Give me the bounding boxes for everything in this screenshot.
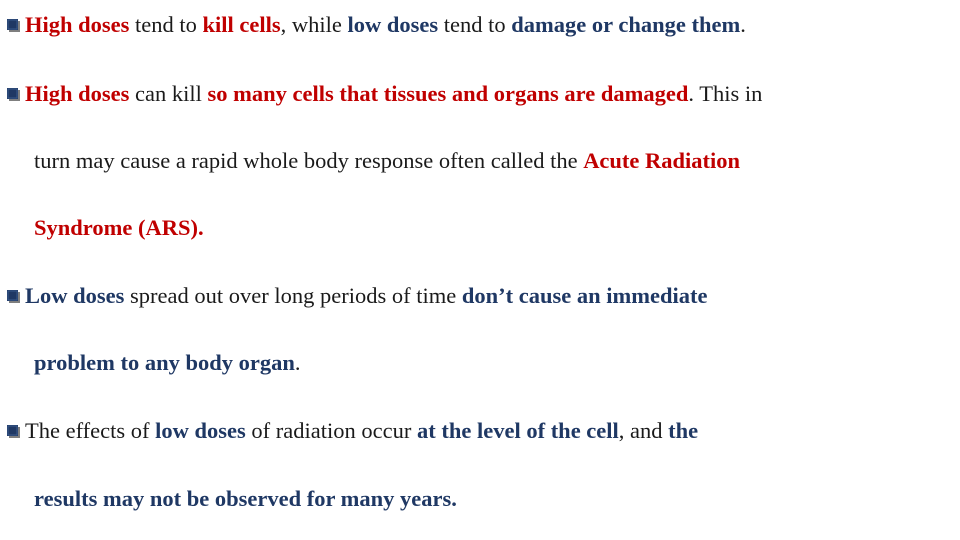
emphasis-navy-text: damage or change them (511, 12, 741, 37)
body-text: . This in (688, 81, 763, 106)
bullet-3-line (6, 282, 707, 310)
checkbox-square-bullet-icon (6, 424, 21, 439)
body-text: tend to (438, 12, 512, 37)
bullet-4-continuation-line (34, 485, 457, 513)
bullet-2-continuation-line (34, 214, 204, 242)
bullet-2-line (6, 80, 762, 108)
bullet-4-line (6, 417, 698, 445)
body-text: turn may cause a rapid whole body response often called the (34, 148, 584, 173)
emphasis-navy-text: problem to any body organ (34, 350, 295, 375)
emphasis-navy-text: low doses (347, 12, 439, 37)
emphasis-navy-text: results may not be observed for many years. (34, 486, 457, 511)
emphasis-navy-text: low doses (155, 418, 246, 443)
body-text: spread out over long periods of time (124, 283, 462, 308)
checkbox-square-bullet-icon (6, 18, 21, 33)
emphasis-red-text: Acute Radiation (583, 148, 741, 173)
body-text: , while (280, 12, 348, 37)
body-text: , and (618, 418, 669, 443)
body-text: of radiation occur (245, 418, 417, 443)
body-text: The effects of (25, 418, 156, 443)
emphasis-red-text: so many cells that tissues and organs are damaged (207, 81, 689, 106)
emphasis-navy-text: Low doses (25, 283, 125, 308)
checkbox-square-bullet-icon (6, 87, 21, 102)
emphasis-navy-text: the (668, 418, 699, 443)
bullet-2-continuation-line (34, 147, 740, 175)
body-text: . (740, 12, 746, 37)
body-text: . (294, 350, 301, 375)
emphasis-navy-text: at the level of the cell (416, 418, 619, 443)
body-text: tend to (129, 12, 203, 37)
emphasis-navy-text: don’t cause an immediate (461, 283, 708, 308)
emphasis-red-text: kill cells (202, 12, 281, 37)
bullet-1-line (6, 11, 746, 39)
checkbox-square-bullet-icon (6, 289, 21, 304)
bullet-3-continuation-line (34, 349, 301, 377)
emphasis-red-text: High doses (25, 12, 130, 37)
emphasis-red-text: High doses (25, 81, 130, 106)
emphasis-red-text: Syndrome (ARS). (34, 215, 204, 240)
body-text: can kill (129, 81, 208, 106)
